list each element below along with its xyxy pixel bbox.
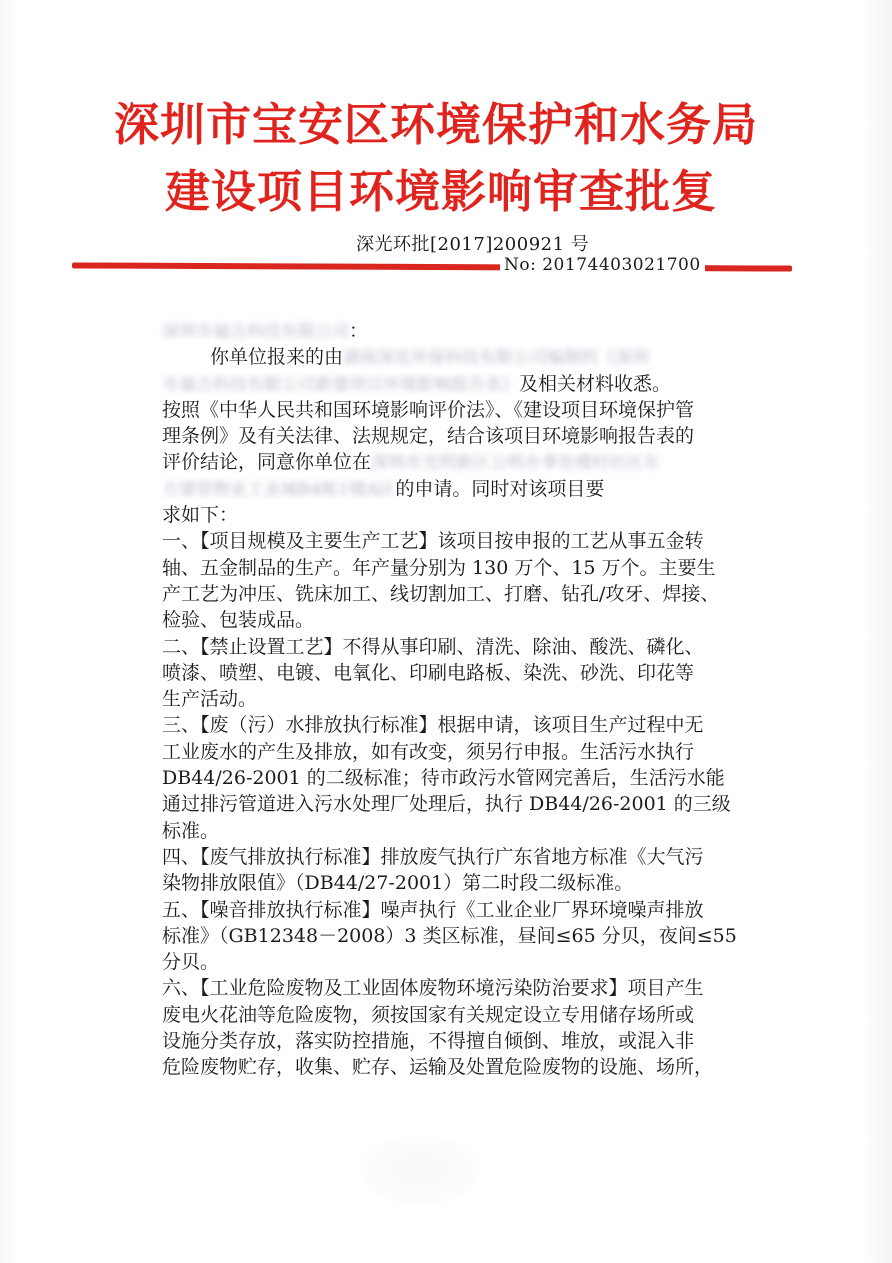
body-line — [162, 870, 792, 896]
line-text: 喷漆、喷塑、电镀、电氧化、印刷电路板、染洗、砂洗、印花等 — [162, 661, 695, 684]
line-text: 产工艺为冲压、铣床加工、线切割加工、打磨、钻孔/攻牙、焊接、 — [162, 582, 720, 605]
line-text: 生产活动。 — [162, 688, 258, 711]
line-text: 的申请。同时对该项目要 — [395, 477, 605, 500]
issuer-title: 深圳市宝安区环境保护和水务局 — [113, 98, 758, 151]
body-line — [162, 660, 792, 686]
line-text: 轴、五金制品的生产。年产量分别为 130 万个、15 万个。主要生 — [162, 556, 716, 579]
body-line — [162, 686, 792, 712]
body-line — [162, 765, 792, 791]
body-line — [162, 555, 792, 581]
body-line — [162, 581, 792, 607]
body-line — [162, 634, 792, 660]
line-text: 理条例》及有关法律、法规规定，结合该项目环境影响报告表的 — [162, 425, 695, 448]
addressee-line — [162, 318, 792, 344]
body-line — [162, 712, 792, 738]
line-text: 危险废物贮存，收集、贮存、运输及处置危险废物的设施、场所， — [162, 1056, 714, 1079]
redacted-text: 市福吉科技有限公司新建项目环境影响报告表》 — [162, 374, 519, 395]
body-line — [162, 923, 792, 949]
body-line — [162, 528, 792, 554]
paper-stain — [360, 1135, 480, 1205]
line-text: 通过排污管道进入污水处理厂处理后，执行 DB44/26-2001 的三级 — [162, 793, 731, 816]
document-type-title: 建设项目环境影响审查批复 — [164, 165, 717, 218]
line-text: 求如下： — [162, 504, 239, 527]
body-line — [162, 449, 792, 475]
line-text: 工业废水的产生及排放，如有改变，须另行申报。生活污水执行 — [162, 740, 695, 763]
line-text: 设施分类存放，落实防控措施，不得擅自倾倒、堆放，或混入非 — [162, 1030, 695, 1053]
body-line — [162, 1054, 792, 1080]
body-line — [162, 344, 792, 370]
line-text: 标准》（GB12348－2008）3 类区标准，昼间≤65 分贝，夜间≤55 — [162, 924, 737, 947]
body-line — [162, 397, 792, 423]
body-line — [162, 975, 792, 1001]
body-line — [162, 1002, 792, 1028]
body-line — [162, 607, 792, 633]
redacted-addressee: 深圳市福吉科技有限公司 — [162, 322, 349, 342]
body-line — [162, 791, 792, 817]
line-text: 一、【项目规模及主要生产工艺】该项目按申报的工艺从事五金转 — [162, 530, 704, 553]
line-text: 评价结论，同意你单位在 — [162, 451, 372, 474]
line-text: 分贝。 — [162, 951, 220, 974]
line-text: 染物排放限值》（DB44/27-2001）第二时段二级标准。 — [162, 872, 634, 895]
line-text: 二、【禁止设置工艺】不得从事印刷、清洗、除油、酸洗、磷化、 — [162, 635, 704, 658]
line-text: DB44/26-2001 的二级标准；待市政污水管网完善后，生活污水能 — [162, 767, 725, 790]
redacted-text: 深圳市光明新区公明办事处楼村社区东 — [371, 453, 661, 474]
line-text: 及相关材料收悉。 — [519, 372, 672, 395]
body-line — [162, 818, 792, 844]
line-text: 四、【废气排放执行标准】排放废气执行广东省地方标准《大气污 — [162, 845, 704, 868]
redacted-text: 方建管物业工业城B4栋1楼A区 — [162, 479, 396, 500]
line-text: 按照《中华人民共和国环境影响评价法》、《建设项目环境保护管 — [162, 398, 695, 421]
addressee-suffix: ： — [349, 320, 369, 342]
line-text: 五、【噪音排放执行标准】噪声执行《工业企业厂界环境噪声排放 — [162, 898, 704, 921]
body-line — [162, 844, 792, 870]
body-line — [162, 371, 792, 397]
line-text: 三、【废（污）水排放执行标准】根据申请，该项目生产过程中无 — [162, 714, 704, 737]
letter-body — [162, 318, 792, 1081]
body-line — [162, 1028, 792, 1054]
body-line — [162, 949, 792, 975]
document-number: 深光环批[2017]200921 号 — [356, 234, 590, 255]
serial-number: No: 20174403021700 — [500, 255, 705, 275]
body-line — [162, 423, 792, 449]
line-text: 标准。 — [162, 819, 220, 842]
redacted-text: 湖南深竑环保科技有限公司编制的《深圳 — [343, 348, 650, 369]
line-text: 六、【工业危险废物及工业固体废物环境污染防治要求】项目产生 — [162, 977, 704, 1000]
line-text: 检验、包装成品。 — [162, 609, 315, 632]
body-line — [162, 897, 792, 923]
line-text: 你单位报来的由 — [210, 346, 344, 369]
line-text: 废电火花油等危险废物，须按国家有关规定设立专用储存场所或 — [162, 1003, 695, 1026]
body-line — [162, 476, 792, 502]
body-line — [162, 502, 792, 528]
body-line — [162, 739, 792, 765]
